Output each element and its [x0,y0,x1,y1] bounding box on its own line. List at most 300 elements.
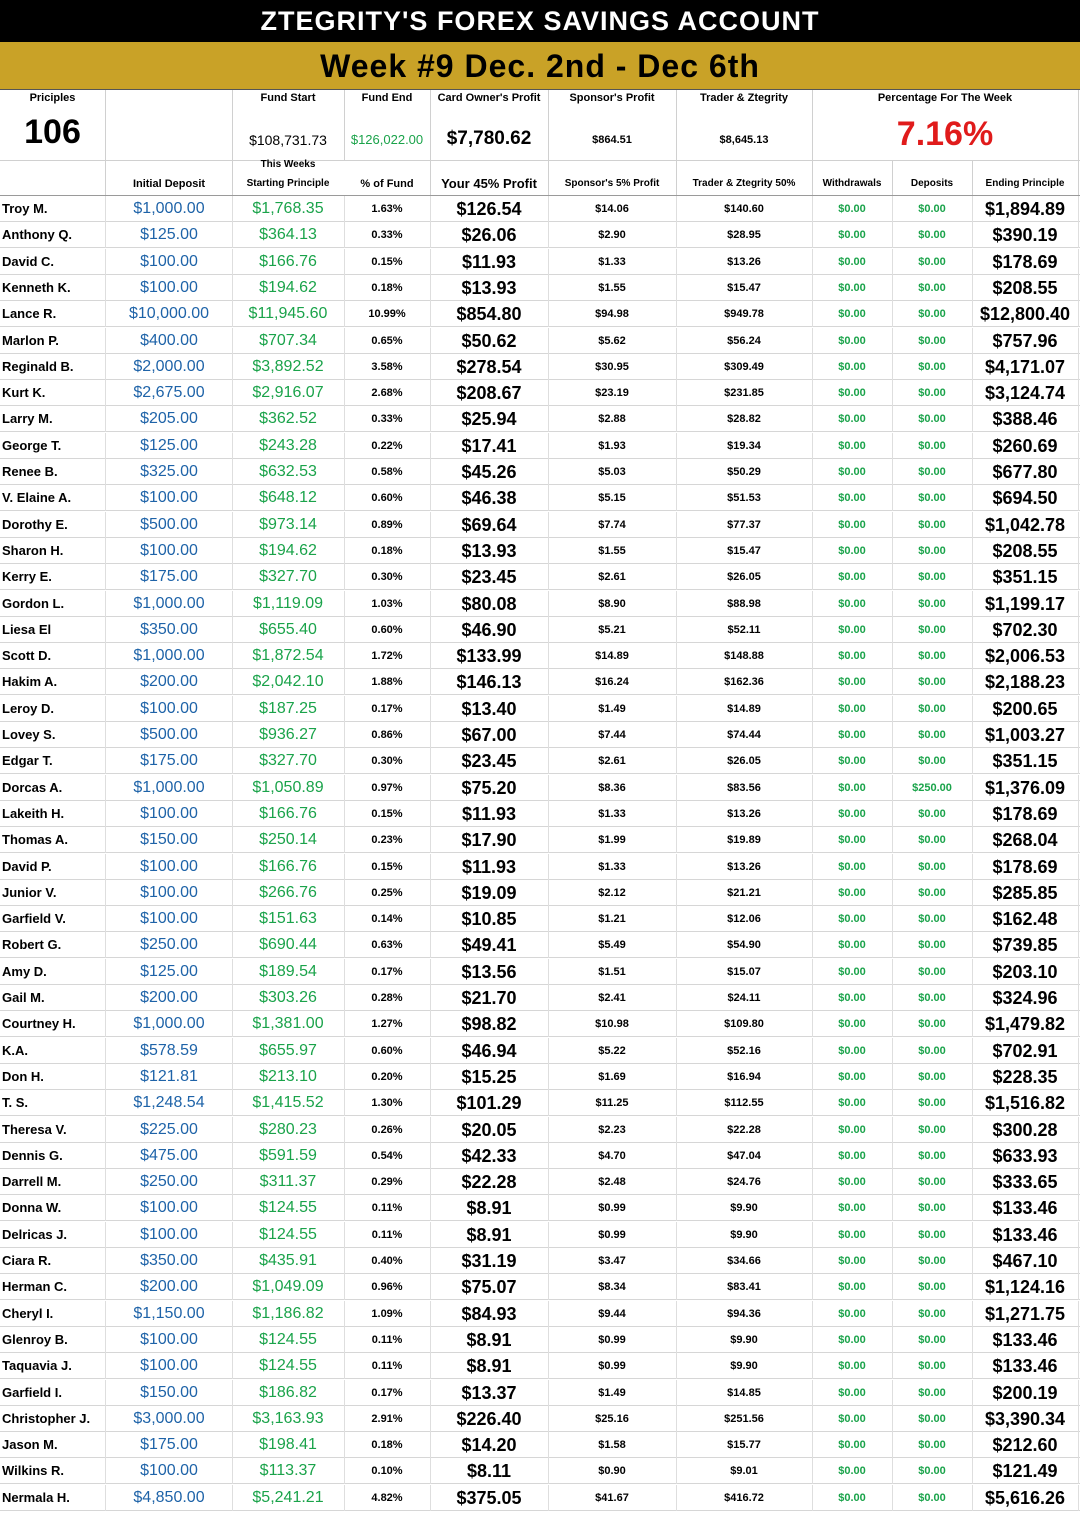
pct-of-fund: 0.18% [371,544,403,557]
pct-of-fund: 0.30% [371,755,403,768]
trader-profit: $148.88 [724,650,764,663]
ending-principle: $228.35 [992,1066,1058,1087]
table-row [0,1380,1080,1406]
member-name: Kurt K. [2,385,46,401]
pct-of-fund: 0.89% [371,518,403,531]
your-profit: $11.93 [461,251,517,272]
withdrawals: $0.00 [838,623,866,636]
starting-principle: $1,119.09 [253,594,323,612]
deposits: $0.00 [918,466,946,478]
pct-of-fund: 0.33% [371,229,403,242]
trader-profit: $22.28 [727,1123,761,1136]
trader-profit: $50.29 [727,466,761,478]
starting-principle: $124.55 [259,1199,317,1217]
col-pct-of-fund: % of Fund [360,178,414,190]
sponsor-profit: $0.99 [598,1360,626,1373]
ending-principle: $1,894.89 [984,199,1066,219]
withdrawals: $0.00 [838,1202,866,1215]
deposits: $0.00 [918,1465,946,1478]
pct-of-fund: 0.23% [371,834,403,847]
sponsor-profit: $8.34 [598,1281,626,1294]
withdrawals: $0.00 [838,807,866,820]
withdrawals: $0.00 [838,1333,866,1346]
deposits: $0.00 [918,1333,946,1346]
ending-principle: $351.15 [992,567,1058,588]
initial-deposit: $100.00 [140,1330,198,1348]
starting-principle: $435.91 [259,1252,317,1269]
deposits: $0.00 [918,1202,946,1215]
starting-principle: $362.52 [259,410,317,428]
your-profit: $45.26 [461,462,517,482]
pct-of-fund: 0.11% [371,1360,403,1373]
table-row [0,1301,1080,1327]
starting-principle: $1,415.52 [252,1094,324,1112]
trader-label: Trader & Ztegrity [699,92,789,104]
sponsor-profit: $1.33 [598,255,626,268]
pct-of-fund: 0.17% [371,702,403,715]
trader-profit: $56.24 [727,334,761,347]
sponsor-profit: $1.58 [598,1439,626,1452]
pct-of-fund: 0.63% [371,939,403,952]
pct-of-fund: 0.40% [371,1255,403,1267]
col-your-profit: Your 45% Profit [441,176,537,191]
withdrawals: $0.00 [838,387,866,400]
pct-of-fund: 1.27% [371,1018,403,1031]
your-profit: $22.28 [461,1172,517,1193]
table-row [0,512,1080,538]
your-profit: $46.94 [461,1040,517,1061]
withdrawals: $0.00 [838,1465,866,1478]
trader-profit: $26.05 [727,755,761,768]
table-row [0,354,1080,380]
trader-profit: $16.94 [727,1070,761,1083]
starting-principle: $1,768.35 [252,200,324,217]
starting-principle: $198.41 [259,1436,317,1454]
withdrawals: $0.00 [838,334,866,347]
sponsor-profit: $1.21 [598,913,626,926]
your-profit: $20.05 [461,1119,517,1140]
col-deposits: Deposits [910,178,954,189]
your-profit: $23.45 [461,567,517,588]
sponsor-profit: $1.55 [598,544,626,557]
sponsor-profit: $1.55 [598,281,626,294]
member-name: Renee B. [2,464,58,479]
col-ending-principle: Ending Principle [985,178,1065,189]
deposits: $0.00 [918,965,946,978]
withdrawals: $0.00 [838,1097,866,1110]
member-name: Gordon L. [2,595,65,611]
deposits: $0.00 [918,1176,946,1189]
pct-of-fund: 1.09% [371,1307,403,1320]
your-profit: $49.41 [461,935,517,956]
table-row [0,196,1080,222]
withdrawals: $0.00 [838,1018,866,1031]
col-trader-profit: Trader & Ztegrity 50% [692,178,796,189]
starting-principle: $707.34 [259,331,317,349]
starting-principle: $591.59 [259,1146,317,1164]
starting-principle: $3,892.52 [252,357,324,375]
your-profit: $146.13 [456,672,522,693]
ending-principle: $208.55 [992,277,1058,298]
initial-deposit: $200.00 [140,673,198,691]
deposits: $0.00 [918,702,946,715]
withdrawals: $0.00 [838,1228,866,1241]
sponsor-profit: $1.99 [598,834,626,847]
starting-principle: $5,241.21 [252,1488,324,1506]
ending-principle: $2,006.53 [984,646,1066,667]
initial-deposit: $100.00 [140,278,198,296]
deposits: $0.00 [918,886,946,899]
table-row [0,301,1080,327]
col-starting-principle: Starting Principle [246,178,330,189]
ending-principle: $178.69 [992,803,1058,824]
starting-principle: $936.27 [259,726,317,743]
withdrawals: $0.00 [838,1412,866,1425]
table-row [0,932,1080,958]
pct-of-fund: 0.25% [371,886,403,899]
starting-principle: $973.14 [259,515,317,533]
pct-of-fund: 0.60% [371,1044,403,1057]
member-name: Kerry E. [2,569,52,585]
initial-deposit: $100.00 [140,910,198,928]
col-initial-deposit: Initial Deposit [132,178,206,190]
pct-of-fund: 0.30% [371,571,403,584]
sponsor-profit: $3.47 [598,1255,626,1267]
initial-deposit: $100.00 [140,1357,198,1375]
member-name: Cheryl I. [2,1305,54,1321]
initial-deposit: $325.00 [140,463,198,480]
fund-start-value: $108,731.73 [249,132,327,148]
summary-section [0,90,1080,196]
member-name: Delricas J. [2,1226,68,1242]
col-sponsor-profit: Sponsor's 5% Profit [564,178,660,189]
member-name: Wilkins R. [2,1463,65,1479]
pct-of-fund: 0.58% [371,466,403,478]
trader-profit: $9.01 [730,1465,758,1478]
week-banner: Week #9 Dec. 2nd - Dec 6th [0,42,1080,90]
member-name: Garfield I. [2,1384,62,1400]
member-name: Lakeith H. [2,805,65,821]
table-row [0,1458,1080,1484]
trader-profit: $15.07 [727,965,761,978]
pct-of-fund: 2.68% [371,387,403,400]
member-name: David P. [2,858,52,874]
table-row [0,1064,1080,1090]
table-row [0,1143,1080,1169]
sponsor-profit: $25.16 [595,1412,629,1425]
ending-principle: $1,271.75 [984,1303,1066,1324]
pct-of-fund: 0.11% [371,1202,403,1215]
trader-profit: $949.78 [724,308,764,321]
withdrawals: $0.00 [838,360,866,373]
ending-principle: $1,479.82 [984,1014,1066,1035]
table-row [0,275,1080,301]
starting-principle: $690.44 [259,936,317,954]
trader-profit: $19.34 [727,439,761,452]
trader-profit: $24.76 [727,1176,761,1189]
your-profit: $208.67 [456,383,522,404]
withdrawals: $0.00 [838,965,866,978]
member-name: Theresa V. [2,1121,67,1137]
deposits: $0.00 [918,281,946,294]
starting-principle: $250.14 [259,831,317,849]
your-profit: $11.93 [461,803,517,824]
initial-deposit: $4,850.00 [133,1488,205,1506]
your-profit: $10.85 [461,909,517,930]
sponsor-profit: $8.90 [598,597,626,610]
initial-deposit: $578.59 [140,1041,198,1059]
trader-profit: $77.37 [727,518,761,531]
ending-principle: $1,516.82 [984,1093,1066,1114]
sponsor-profit: $14.06 [595,203,629,215]
member-name: Lance R. [2,306,57,322]
ending-principle: $300.28 [992,1119,1058,1140]
starting-principle: $194.62 [259,541,317,559]
withdrawals: $0.00 [838,544,866,557]
your-profit: $375.05 [456,1487,522,1508]
pct-of-fund: 0.33% [371,413,403,426]
table-row [0,380,1080,406]
initial-deposit: $1,000.00 [133,1015,205,1033]
page-title: ZTEGRITY'S FOREX SAVINGS ACCOUNT [0,0,1080,42]
withdrawals: $0.00 [838,466,866,478]
trader-profit: $9.90 [730,1333,758,1346]
initial-deposit: $1,248.54 [133,1094,205,1112]
member-name: Courtney H. [2,1016,76,1032]
deposits: $0.00 [918,518,946,531]
your-profit: $31.19 [461,1251,517,1271]
your-profit: $8.11 [466,1461,512,1482]
sponsor-profit: $1.33 [598,807,626,820]
table-row [0,854,1080,880]
withdrawals: $0.00 [838,913,866,926]
trader-profit: $19.89 [727,834,761,847]
initial-deposit: $500.00 [140,515,198,533]
trader-profit: $12.06 [727,913,761,926]
your-profit: $126.54 [456,199,522,219]
sponsor-profit: $2.88 [598,413,626,426]
table-row [0,1117,1080,1143]
starting-principle: $1,186.82 [252,1304,324,1322]
your-profit: $67.00 [461,725,517,745]
member-name: Sharon H. [2,542,64,558]
withdrawals: $0.00 [838,308,866,321]
ending-principle: $333.65 [992,1172,1058,1193]
table-row [0,1038,1080,1064]
table-row [0,328,1080,354]
initial-deposit: $125.00 [140,436,198,454]
deposits: $0.00 [918,992,946,1004]
member-name: Glenroy B. [2,1331,68,1347]
initial-deposit: $100.00 [140,252,198,270]
deposits: $0.00 [918,729,946,741]
sponsor-profit: $2.41 [598,992,626,1004]
initial-deposit: $1,000.00 [133,647,205,665]
your-profit: $46.38 [461,488,517,509]
sponsor-profit: $2.90 [598,229,626,242]
your-profit: $23.45 [461,751,517,772]
your-profit: $42.33 [461,1145,517,1166]
starting-principle: $113.37 [259,1462,317,1480]
deposits: $0.00 [918,1386,946,1399]
initial-deposit: $100.00 [140,1225,198,1243]
ending-principle: $702.30 [992,619,1058,640]
deposits: $0.00 [918,308,946,321]
deposits: $0.00 [918,650,946,663]
member-name: Dennis G. [2,1147,63,1163]
deposits: $0.00 [918,203,946,215]
deposits: $0.00 [918,387,946,400]
deposits: $0.00 [918,1439,946,1452]
ending-principle: $3,124.74 [984,383,1066,404]
table-row [0,1248,1080,1274]
your-profit: $8.91 [466,1224,512,1245]
ending-principle: $121.49 [992,1461,1058,1482]
member-name: Junior V. [2,884,57,900]
starting-principle: $632.53 [259,463,317,480]
ending-principle: $260.69 [992,435,1058,456]
ending-principle: $178.69 [992,251,1058,272]
your-profit: $8.91 [466,1356,512,1377]
ending-principle: $1,124.16 [984,1277,1066,1298]
member-name: Scott D. [2,648,52,664]
trader-profit: $15.77 [727,1439,761,1452]
table-row [0,459,1080,485]
sponsor-profit: $1.93 [598,439,626,452]
trader-profit: $34.66 [727,1255,761,1267]
deposits: $0.00 [918,1281,946,1294]
table-row [0,222,1080,248]
pct-of-fund: 0.60% [371,492,403,505]
ending-principle: $268.04 [992,830,1058,851]
sponsor-profit: $1.69 [598,1070,626,1083]
trader-profit: $94.36 [727,1307,761,1320]
starting-principle: $327.70 [259,568,317,586]
your-profit: $46.90 [461,619,517,640]
deposits: $0.00 [918,1228,946,1241]
sponsor-profit: $5.62 [598,334,626,347]
ending-principle: $4,171.07 [984,356,1066,377]
ending-principle: $5,616.26 [984,1487,1066,1508]
pct-of-fund: 1.30% [371,1097,403,1110]
ending-principle: $133.46 [992,1198,1058,1219]
initial-deposit: $250.00 [140,936,198,954]
trader-profit: $15.47 [727,544,761,557]
sponsor-profit: $16.24 [595,676,629,689]
starting-principle: $1,049.09 [252,1278,324,1296]
withdrawals: $0.00 [838,1491,866,1504]
trader-profit: $140.60 [724,203,764,215]
trader-profit: $14.85 [727,1386,761,1399]
table-row [0,1432,1080,1458]
table-row [0,748,1080,774]
ending-principle: $1,042.78 [984,514,1066,535]
starting-principle: $2,916.07 [252,384,324,402]
sponsor-profit: $30.95 [595,360,629,373]
pct-of-fund: 0.60% [371,623,403,636]
your-profit: $26.06 [461,225,517,246]
member-name: Hakim A. [2,674,58,690]
pct-of-fund: 0.97% [371,781,403,794]
initial-deposit: $400.00 [140,331,198,349]
pct-of-fund: 0.22% [371,439,403,452]
starting-principle: $213.10 [259,1067,317,1085]
member-name: Gail M. [2,990,45,1005]
table-row [0,643,1080,669]
your-profit: $19.09 [461,882,517,903]
table-row [0,827,1080,853]
deposits: $0.00 [918,229,946,242]
deposits: $0.00 [918,1307,946,1320]
your-profit: $75.20 [461,777,517,798]
ending-principle: $351.15 [992,751,1058,772]
withdrawals: $0.00 [838,1307,866,1320]
initial-deposit: $100.00 [140,489,198,507]
principles-count: 106 [24,113,81,151]
trader-profit: $21.21 [727,886,761,899]
ending-principle: $212.60 [992,1435,1058,1456]
table-row [0,249,1080,275]
starting-principle: $327.70 [259,752,317,770]
starting-principle: $655.97 [259,1041,317,1059]
deposits: $0.00 [918,939,946,952]
withdrawals: $0.00 [838,1255,866,1267]
principles-label: Priciples [29,92,76,104]
trader-profit: $54.90 [727,939,761,952]
withdrawals: $0.00 [838,1123,866,1136]
this-weeks-label: This Weeks [260,159,316,170]
trader-profit: $51.53 [727,492,761,505]
deposits: $0.00 [918,676,946,689]
withdrawals: $0.00 [838,571,866,584]
pct-of-fund: 0.28% [371,992,403,1004]
pct-of-fund: 0.10% [371,1465,403,1478]
trader-profit: $13.26 [727,807,761,820]
pct-of-fund: 0.86% [371,729,403,741]
initial-deposit: $200.00 [140,989,198,1006]
ending-principle: $1,376.09 [984,777,1066,798]
table-row [0,722,1080,748]
table-row [0,485,1080,511]
initial-deposit: $175.00 [140,568,198,586]
your-profit: $13.93 [461,540,517,561]
your-profit: $13.40 [461,698,517,719]
deposits: $0.00 [918,1070,946,1083]
member-name: George T. [2,437,62,453]
sponsor-profit: $5.21 [598,623,626,636]
withdrawals: $0.00 [838,1281,866,1294]
percentage-label: Percentage For The Week [877,92,1013,104]
deposits: $0.00 [918,1097,946,1110]
member-name: Taquavia J. [2,1358,72,1374]
starting-principle: $194.62 [259,278,317,296]
pct-of-fund: 1.63% [371,203,403,215]
ending-principle: $2,188.23 [984,672,1066,693]
member-name: Herman C. [2,1279,68,1295]
starting-principle: $187.25 [259,699,317,717]
initial-deposit: $125.00 [140,226,198,244]
pct-of-fund: 0.15% [371,255,403,268]
initial-deposit: $10,000.00 [128,305,210,323]
starting-principle: $186.82 [259,1383,317,1401]
starting-principle: $243.28 [259,436,317,454]
member-name: Garfield V. [2,911,66,927]
your-profit: $14.20 [461,1435,517,1456]
member-name: Reginald B. [2,358,74,374]
deposits: $250.00 [912,781,952,794]
starting-principle: $166.76 [259,804,317,822]
your-profit: $69.64 [461,514,517,535]
